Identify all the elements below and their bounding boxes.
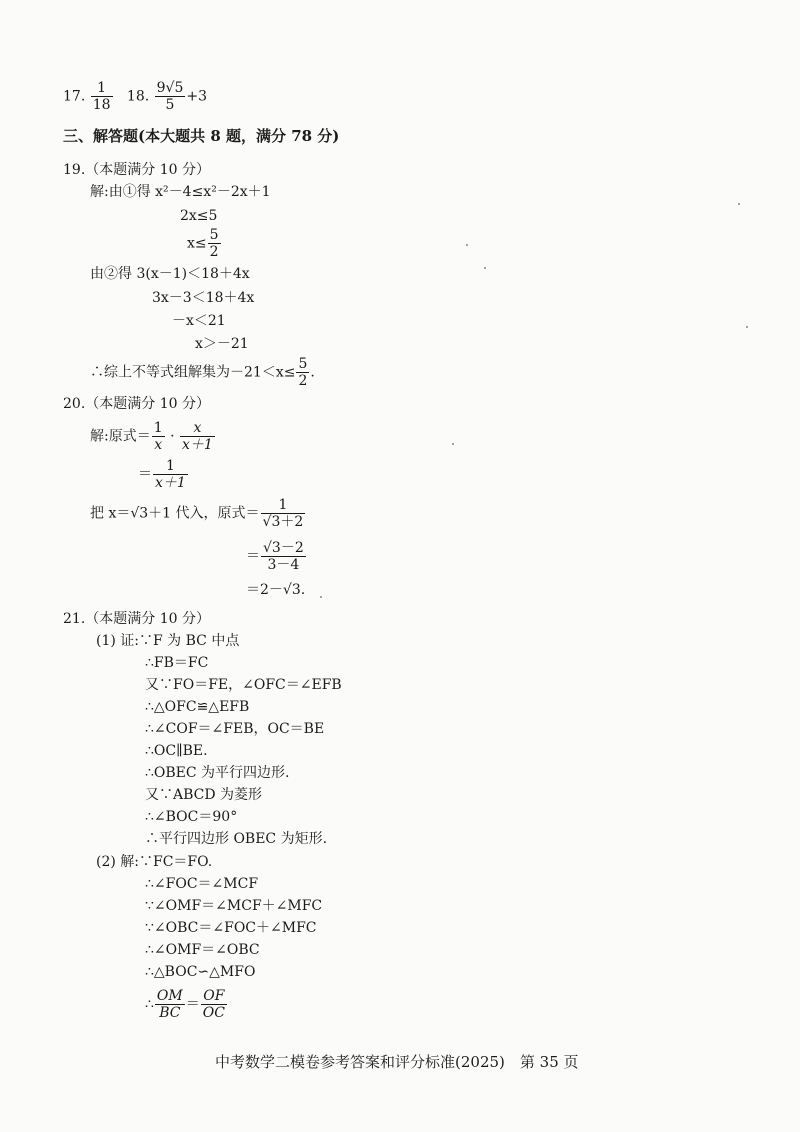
q19-line-1: 解:由①得 x²－4≤x²－2x＋1 <box>90 184 271 200</box>
q18-number: 18. <box>126 88 150 105</box>
q21-p2-line: ∵∠OMF＝∠MCF＋∠MFC <box>145 898 323 914</box>
q17-frac-den: 18 <box>92 97 111 114</box>
q20-line-1-frac2 <box>180 420 215 453</box>
q18-fraction <box>155 80 186 113</box>
q20-line-1-left: 解:原式＝ <box>90 428 151 445</box>
q21-p2-line: ∴∠FOC＝∠MCF <box>145 876 259 892</box>
q20-line-2-frac <box>153 458 188 491</box>
q21-p1-line: 又∵FO＝FE，∠OFC＝∠EFB <box>145 677 342 693</box>
answers-17-18 <box>63 80 207 113</box>
q18-frac-num: 9√5 <box>156 80 184 96</box>
q20-line-3-frac <box>261 497 306 530</box>
q21-last-f1-den: BC <box>159 1005 181 1022</box>
q20-line-2-num: 1 <box>153 458 188 475</box>
q20-line-4-den: 3－4 <box>267 557 300 574</box>
q21-p1-line: ∴FB＝FC <box>145 655 209 671</box>
q20-line-3-den: √3＋2 <box>262 514 304 531</box>
q21-header: 21.（本题满分 10 分） <box>63 611 210 627</box>
q20-line-1-dot: · <box>170 428 175 445</box>
q20-line-1-frac1 <box>152 420 165 453</box>
q19-line-2: 2x≤5 <box>180 208 218 224</box>
q19-line-3 <box>187 227 222 260</box>
q17-fraction <box>91 80 113 113</box>
q17-frac-num: 1 <box>91 80 113 97</box>
q21-p1-line: 又∵ABCD 为菱形 <box>145 787 263 803</box>
q19-line-3-num: 5 <box>209 227 219 243</box>
q20-line-2 <box>138 458 189 491</box>
q20-line-2-den: x＋1 <box>155 475 186 492</box>
q21-p2-last-line <box>145 988 228 1021</box>
q18-frac-den: 5 <box>165 97 175 114</box>
q19-line-6: －x＜21 <box>172 313 226 329</box>
q20-line-1-f2-den: x＋1 <box>182 437 213 454</box>
q21-p2-line: ∴△BOC∽△MFO <box>145 964 256 980</box>
q20-line-1 <box>90 420 216 453</box>
q19-line-7: x＞－21 <box>195 336 249 352</box>
q21-p1-line: ∴平行四边形 OBEC 为矩形. <box>145 831 328 847</box>
q21-last-eq: ＝ <box>185 996 200 1013</box>
q20-line-3-num: 1 <box>261 497 306 514</box>
q19-line-3-left: x≤ <box>187 235 207 252</box>
q20-line-4-frac <box>261 540 306 573</box>
q19-line-4: 由②得 3(x－1)＜18＋4x <box>90 266 250 282</box>
q21-last-frac2 <box>201 988 227 1021</box>
q21-last-f2-num: OF <box>201 988 227 1005</box>
q18-rest: +3 <box>186 88 208 105</box>
q19-line-8-left: ∴综上不等式组解集为－21＜x≤ <box>90 364 296 381</box>
q19-line-8-frac <box>296 356 309 389</box>
scan-speck <box>452 443 454 445</box>
q21-p1-line: ∴OBEC 为平行四边形. <box>145 765 290 781</box>
q21-p2-line: (2) 解:∵FC＝FO. <box>96 854 213 870</box>
q19-line-3-den: 2 <box>209 244 219 261</box>
q21-p1-line: ∴OC∥BE. <box>145 743 208 759</box>
q21-last-f1-num: OM <box>156 988 183 1004</box>
q21-p1-line: ∴∠BOC＝90° <box>145 809 238 825</box>
q21-last-frac1 <box>155 988 185 1021</box>
q19-line-8-num: 5 <box>298 356 308 372</box>
section-title: 三、解答题(本大题共 8 题，满分 78 分) <box>63 127 340 145</box>
q17-number: 17. <box>63 88 86 105</box>
q19-line-3-frac <box>208 227 221 260</box>
q20-line-5: ＝2－√3. <box>246 582 306 598</box>
scan-speck <box>746 326 748 328</box>
q19-line-8 <box>90 356 315 389</box>
q20-line-3 <box>90 497 306 530</box>
q20-line-1-f1-num: 1 <box>153 420 163 436</box>
q21-p1-line: (1) 证:∵F 为 BC 中点 <box>96 633 240 649</box>
q20-line-4 <box>246 540 307 573</box>
scan-speck <box>484 267 486 269</box>
page-footer: 中考数学二模卷参考答案和评分标准(2025) 第 35 页 <box>215 1053 579 1071</box>
q20-line-4-num: √3－2 <box>263 540 304 556</box>
q20-line-2-eq: ＝ <box>138 466 152 483</box>
q20-header: 20.（本题满分 10 分） <box>63 396 210 412</box>
scan-speck <box>466 244 468 246</box>
q20-line-4-eq: ＝ <box>246 548 260 565</box>
q20-line-3-left: 把 x＝√3＋1 代入，原式＝ <box>90 505 260 522</box>
q21-p2-line: ∵∠OBC＝∠FOC＋∠MFC <box>145 920 317 936</box>
q21-p2-line: ∴∠OMF＝∠OBC <box>145 942 260 958</box>
scan-speck <box>738 203 740 205</box>
scan-speck <box>320 596 322 598</box>
q19-header: 19.（本题满分 10 分） <box>63 162 210 178</box>
q20-line-1-f2-num: x <box>180 420 215 437</box>
q19-line-8-end: . <box>310 364 315 381</box>
q20-line-1-f1-den: x <box>154 437 163 454</box>
q21-p1-line: ∴∠COF＝∠FEB，OC＝BE <box>145 721 325 737</box>
q19-line-8-den: 2 <box>298 373 308 390</box>
q21-therefore: ∴ <box>145 996 154 1013</box>
q21-p1-line: ∴△OFC≌△EFB <box>145 699 250 715</box>
q21-last-f2-den: OC <box>202 1005 225 1022</box>
q19-line-5: 3x－3＜18＋4x <box>152 290 255 306</box>
